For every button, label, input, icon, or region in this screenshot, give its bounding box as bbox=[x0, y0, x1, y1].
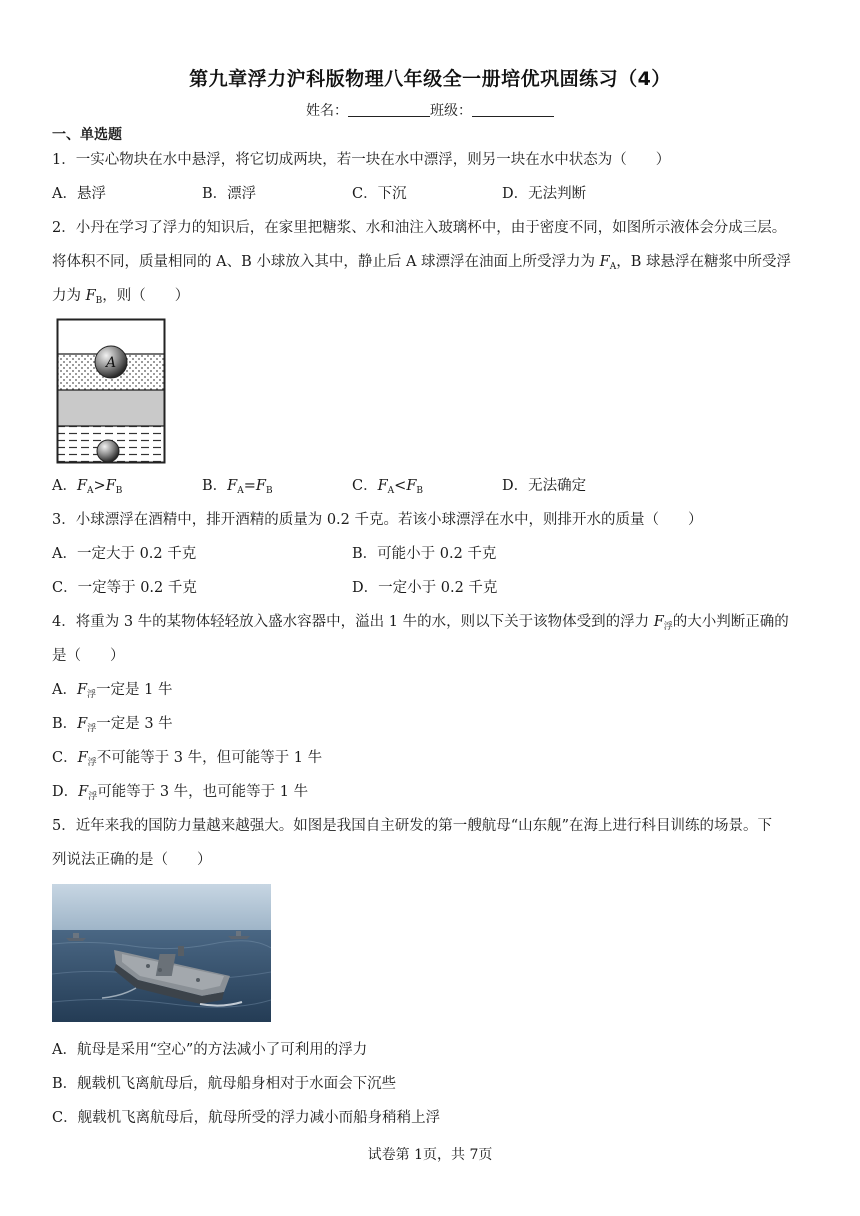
ball-a-label: A bbox=[105, 355, 117, 371]
q3-option-d: D．一定小于 0.2 千克 bbox=[352, 580, 498, 596]
page-footer: 试卷第 1页，共 7页 bbox=[367, 1147, 493, 1163]
q2-stem-line3: 力为 $F_B$，则（ ） bbox=[52, 288, 190, 306]
q4-option-d: D．$F_浮$可能等于 3 牛，也可能等于 1 牛 bbox=[52, 784, 309, 802]
name-class-row bbox=[0, 100, 860, 120]
q2-option-b: B．$F_A=F_B$ bbox=[202, 478, 273, 496]
q5-stem-line1: 5．近年来我的国防力量越来越强大。如图是我国自主研发的第一艘航母“山东舰”在海上进行科目训练的场景。下 bbox=[52, 818, 773, 834]
name-blank[interactable] bbox=[348, 102, 430, 117]
q3-stem: 3．小球漂浮在酒精中，排开酒精的质量为 0.2 千克。若该小球漂浮在水中，则排开水的质量（ ） bbox=[52, 512, 703, 528]
q2-option-a: A．$F_A>F_B$ bbox=[52, 478, 123, 496]
q1-stem: 1．一实心物块在水中悬浮，将它切成两块，若一块在水中漂浮，则另一块在水中状态为（ ） bbox=[52, 152, 671, 168]
aircraft-carrier-photo bbox=[52, 884, 271, 1022]
page-title: 第九章浮力沪科版物理八年级全一册培优巩固练习（4） bbox=[189, 68, 671, 90]
class-blank[interactable] bbox=[472, 102, 554, 117]
ball-b bbox=[97, 440, 119, 462]
q5-stem-line2: 列说法正确的是（ ） bbox=[52, 852, 212, 868]
q3-option-a: A．一定大于 0.2 千克 bbox=[52, 546, 197, 562]
q3-option-b: B．可能小于 0.2 千克 bbox=[352, 546, 497, 562]
water-layer bbox=[58, 390, 164, 426]
q4-option-b: B．$F_浮$一定是 3 牛 bbox=[52, 716, 173, 734]
q5-option-b: B．舰载机飞离航母后，航母船身相对于水面会下沉些 bbox=[52, 1076, 397, 1092]
q2-option-d: D．无法确定 bbox=[502, 478, 587, 494]
q2-stem-line1: 2．小丹在学习了浮力的知识后，在家里把糖浆、水和油注入玻璃杯中，由于密度不同，如图所示液体会分成三层。 bbox=[52, 220, 787, 236]
class-label: 班级： bbox=[430, 103, 472, 119]
q4-stem-line2: 是（ ） bbox=[52, 648, 125, 664]
three-layer-liquid-diagram bbox=[56, 318, 166, 464]
q2-text-2b: ，B 球悬浮在糖浆中所受浮 bbox=[616, 254, 791, 270]
q3-option-c: C．一定等于 0.2 千克 bbox=[52, 580, 197, 596]
q5-option-a: A．航母是采用“空心”的方法减小了可利用的浮力 bbox=[52, 1042, 368, 1058]
q2-stem-line2: 将体积不同，质量相同的 A、B 小球放入其中，静止后 A 球漂浮在油面上所受浮力为 $F_A$，B 球悬浮在糖浆中所受浮 bbox=[52, 254, 791, 272]
section-heading: 一、单选题 bbox=[52, 127, 122, 143]
q1-option-d: D．无法判断 bbox=[502, 186, 587, 202]
q4-option-a: A．$F_浮$一定是 1 牛 bbox=[52, 682, 173, 700]
q1-option-b: B．漂浮 bbox=[202, 186, 257, 202]
q2-text-2a: 将体积不同，质量相同的 A、B 小球放入其中，静止后 A 球漂浮在油面上所受浮力为 bbox=[52, 254, 600, 270]
q1-option-a: A．悬浮 bbox=[52, 186, 106, 202]
q4-option-c: C．$F_浮$不可能等于 3 牛，但可能等于 1 牛 bbox=[52, 750, 323, 768]
q5-option-c: C．舰载机飞离航母后，航母所受的浮力减小而船身稍稍上浮 bbox=[52, 1110, 441, 1126]
q2-option-c: C．$F_A<F_B$ bbox=[352, 478, 424, 496]
q1-option-c: C．下沉 bbox=[352, 186, 407, 202]
q4-stem-line1: 4．将重为 3 牛的某物体轻轻放入盛水容器中，溢出 1 牛的水，则以下关于该物体受到的浮力 $F_浮$的大小判断正确的 bbox=[52, 614, 789, 632]
name-label: 姓名： bbox=[306, 103, 348, 119]
